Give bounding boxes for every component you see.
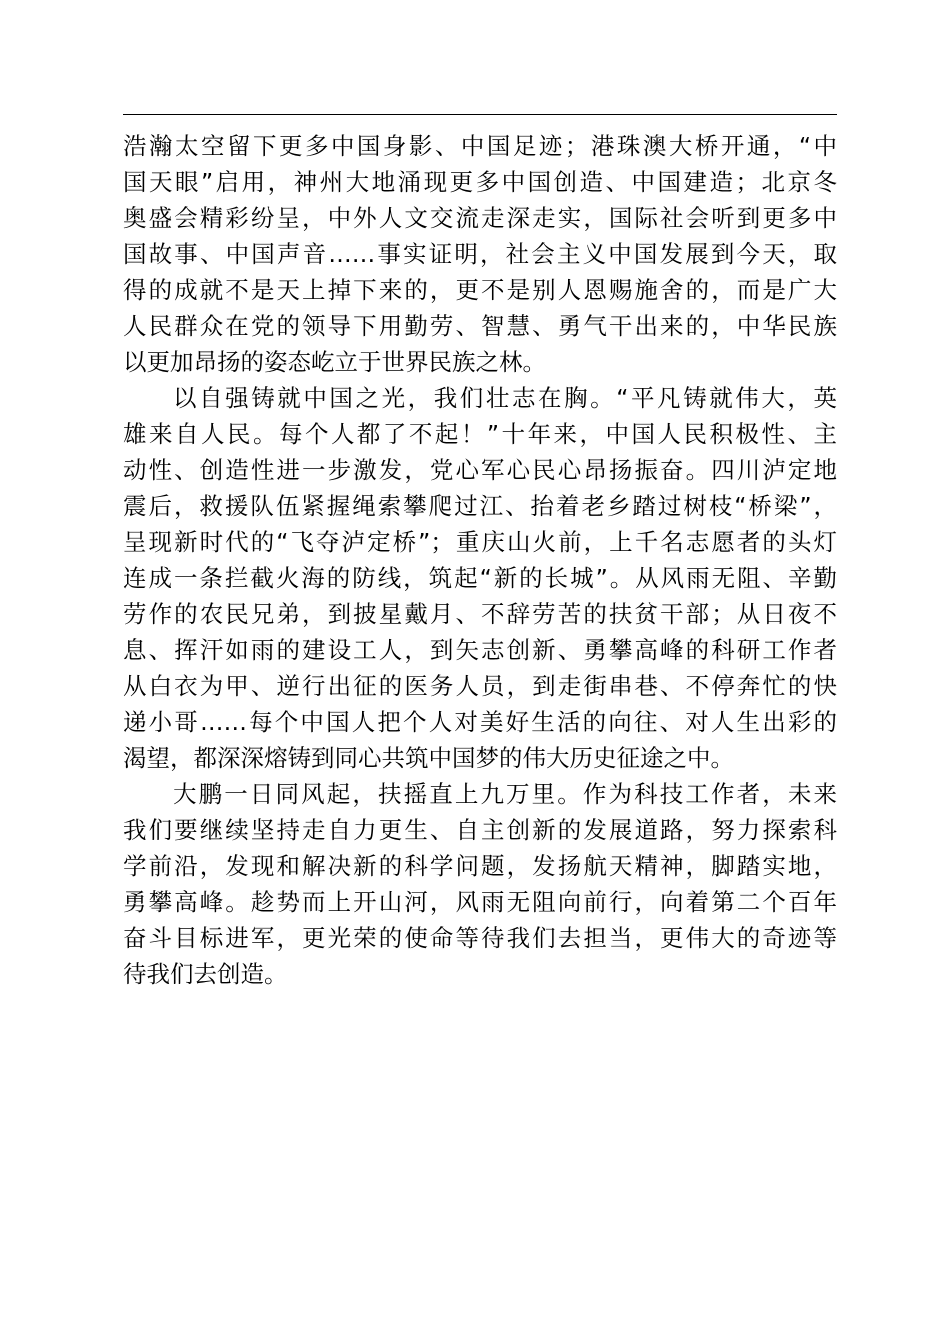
text-line: 浩瀚太空留下更多中国身影、中国足迹；港珠澳大桥开通，“中 <box>123 132 837 160</box>
text-line: 息、挥汗如雨的建设工人，到矢志创新、勇攀高峰的科研工作者 <box>123 636 837 664</box>
paragraph-2 <box>123 380 837 776</box>
text-line: 人民群众在党的领导下用勤劳、智慧、勇气干出来的，中华民族 <box>123 312 837 340</box>
text-line: 国天眼”启用，神州大地涌现更多中国创造、中国建造；北京冬 <box>123 168 837 196</box>
text-line: 连成一条拦截火海的防线，筑起“新的长城”。从风雨无阻、辛勤 <box>123 564 837 592</box>
text-line: 国故事、中国声音……事实证明，社会主义中国发展到今天，取 <box>123 240 837 268</box>
text-line: 震后，救援队伍紧握绳索攀爬过江、抬着老乡踏过树枝“桥梁”， <box>123 492 837 520</box>
text-line: 呈现新时代的“飞夺泸定桥”；重庆山火前，上千名志愿者的头灯 <box>123 528 837 556</box>
text-line: 我们要继续坚持走自力更生、自主创新的发展道路，努力探索科 <box>123 816 837 844</box>
text-line: 奋斗目标进军，更光荣的使命等待我们去担当，更伟大的奇迹等 <box>123 924 837 952</box>
header-rule <box>123 114 837 115</box>
text-line: 递小哥……每个中国人把个人对美好生活的向往、对人生出彩的 <box>123 708 837 736</box>
text-line: 劳作的农民兄弟，到披星戴月、不辞劳苦的扶贫干部；从日夜不 <box>123 600 837 628</box>
text-line: 从白衣为甲、逆行出征的医务人员，到走街串巷、不停奔忙的快 <box>123 672 837 700</box>
paragraph-3 <box>123 776 837 992</box>
text-line: 动性、创造性进一步激发，党心军心民心昂扬振奋。四川泸定地 <box>123 456 837 484</box>
text-line: 渴望，都深深熔铸到同心共筑中国梦的伟大历史征途之中。 <box>123 744 734 772</box>
text-line: 以自强铸就中国之光，我们壮志在胸。“平凡铸就伟大，英 <box>173 384 837 412</box>
paragraph-1 <box>123 128 837 380</box>
text-line: 大鹏一日同风起，扶摇直上九万里。作为科技工作者，未来 <box>173 780 837 808</box>
document-body <box>123 128 837 992</box>
text-line: 以更加昂扬的姿态屹立于世界民族之林。 <box>123 348 546 376</box>
text-line: 雄来自人民。每个人都了不起！”十年来，中国人民积极性、主 <box>123 420 837 448</box>
text-line: 学前沿，发现和解决新的科学问题，发扬航天精神，脚踏实地， <box>123 852 837 880</box>
text-line: 勇攀高峰。趁势而上开山河，风雨无阻向前行，向着第二个百年 <box>123 888 837 916</box>
text-line: 奥盛会精彩纷呈，中外人文交流走深走实，国际社会听到更多中 <box>123 204 837 232</box>
text-line: 得的成就不是天上掉下来的，更不是别人恩赐施舍的，而是广大 <box>123 276 837 304</box>
text-line: 待我们去创造。 <box>123 960 288 988</box>
